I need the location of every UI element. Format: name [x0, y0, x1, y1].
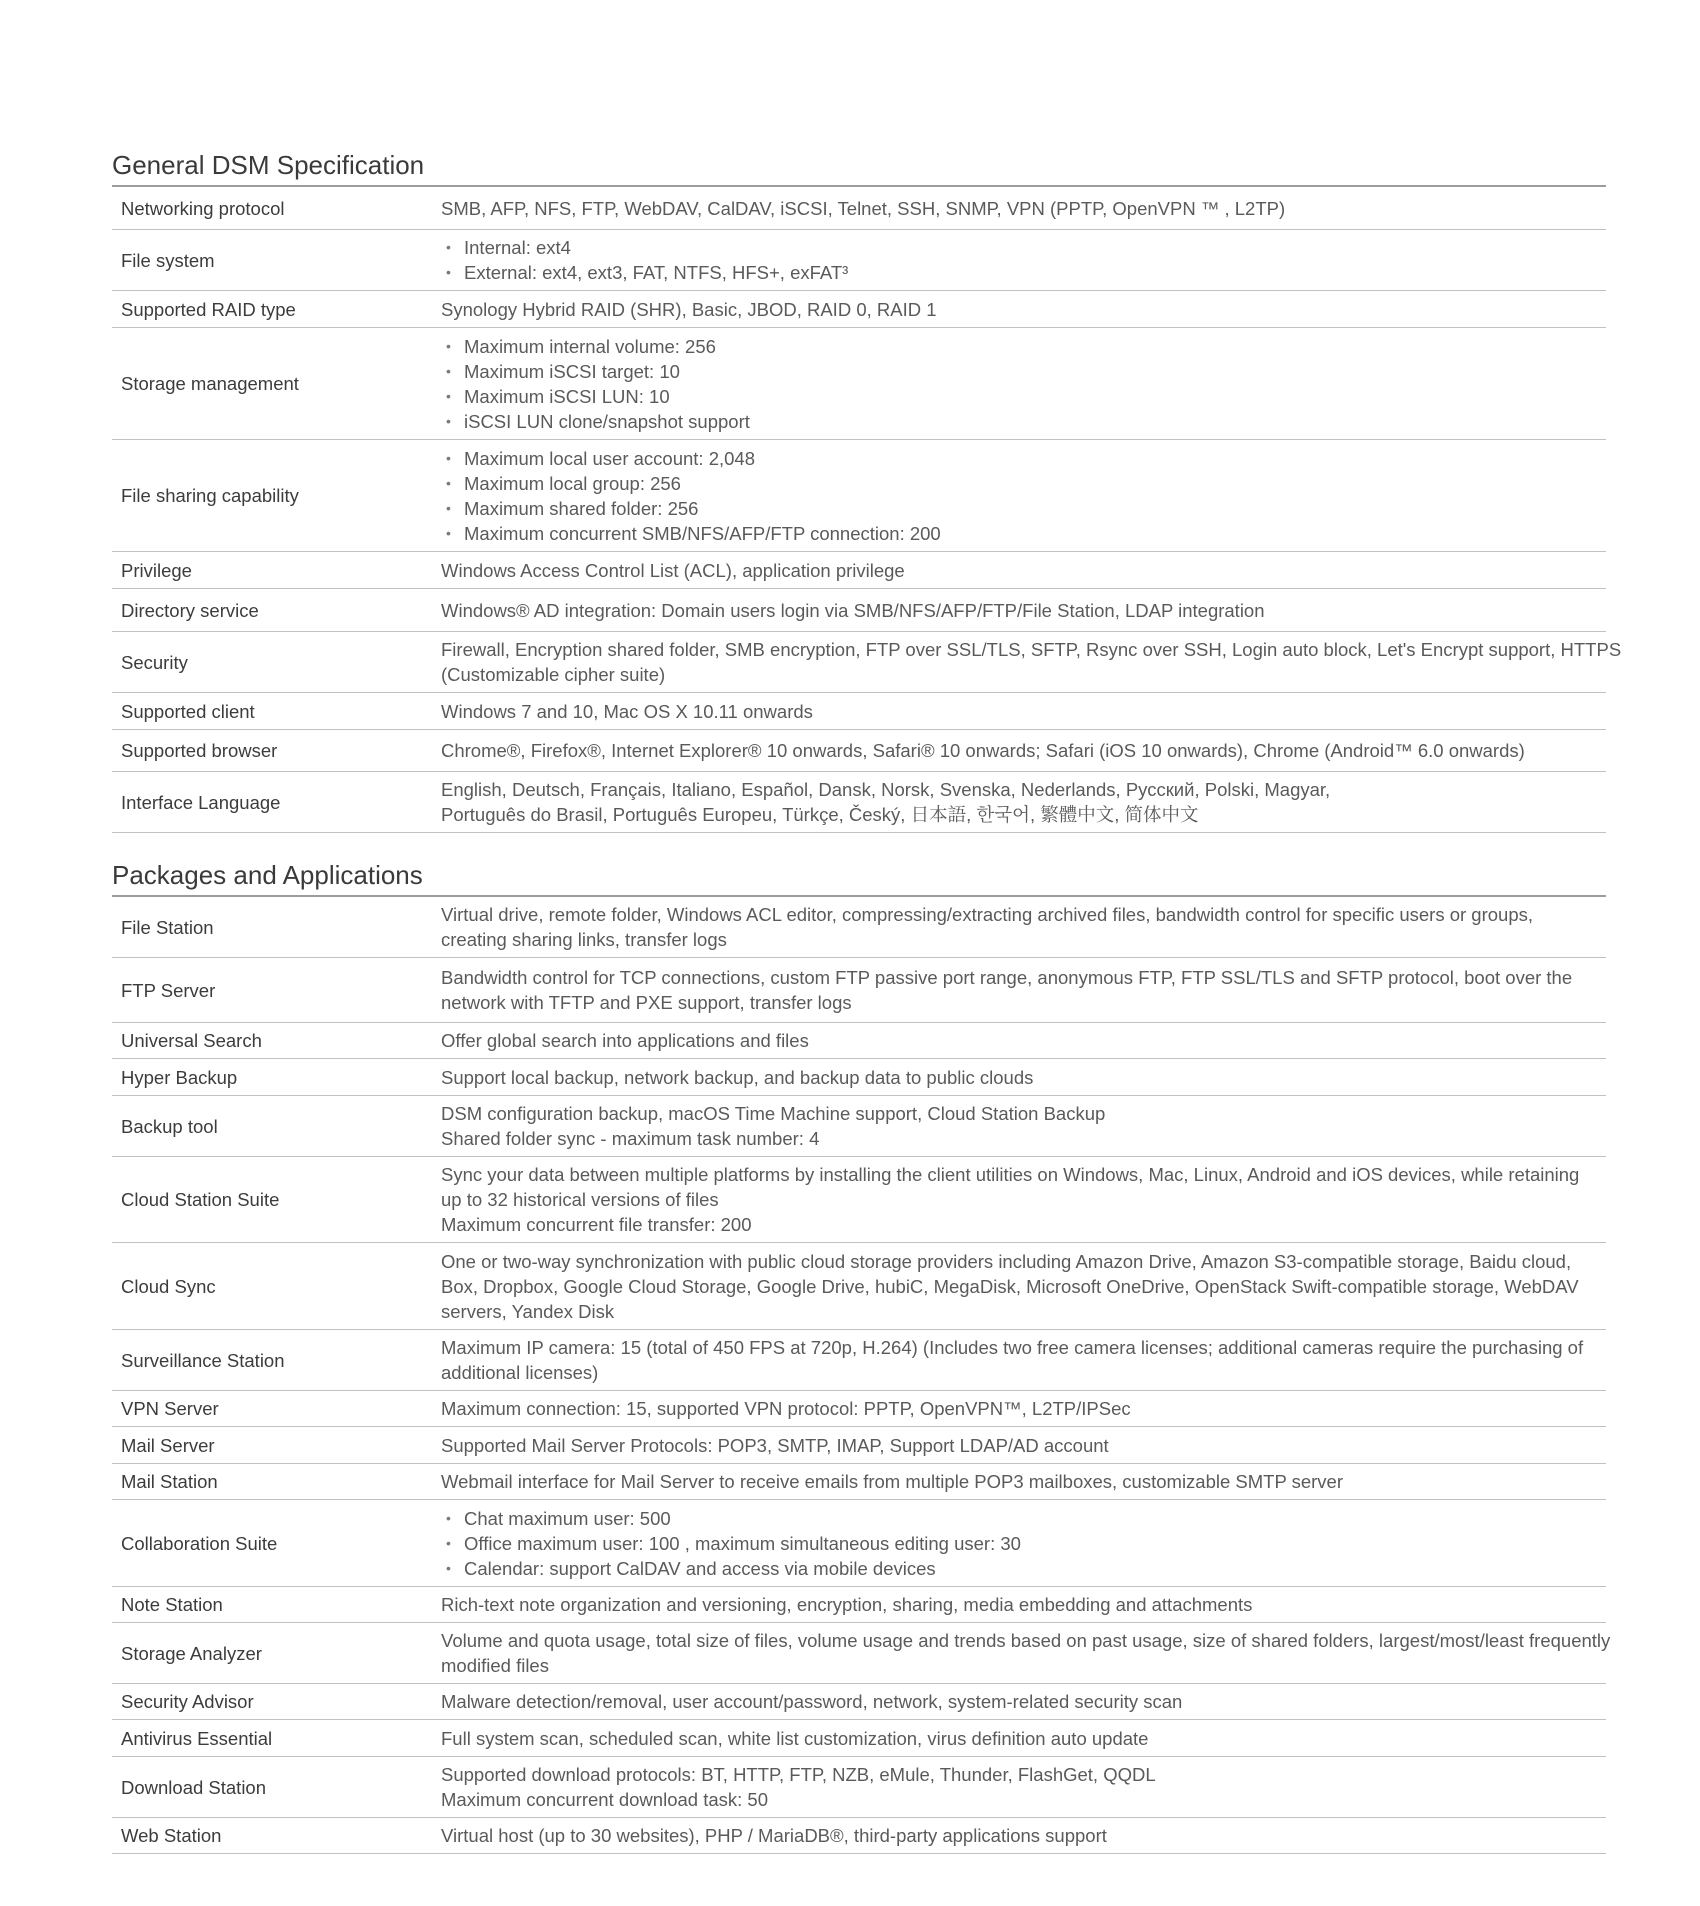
spec-row-privilege [112, 552, 1606, 589]
spec-row-storage-analyzer [112, 1623, 1611, 1684]
spec-row-collaboration-suite [112, 1500, 1606, 1587]
spec-value-line: Maximum IP camera: 15 (total of 450 FPS at 720p, H.264) (Includes two free camera licenses; additional cameras require the purchasing of [441, 1337, 1584, 1358]
spec-value [441, 738, 1606, 763]
spec-value [441, 1823, 1606, 1848]
spec-value [441, 1101, 1606, 1151]
spec-row-surveillance-station [112, 1330, 1606, 1391]
spec-label: Note Station [121, 1594, 223, 1615]
spec-row-web-station [112, 1818, 1606, 1854]
spec-label: Directory service [121, 599, 259, 621]
spec-value [441, 598, 1606, 623]
spec-value-line: Rich-text note organization and versioning, encryption, sharing, media embedding and attachments [441, 1594, 1253, 1615]
spec-label: Security Advisor [121, 1691, 254, 1712]
spec-value-line: Full system scan, scheduled scan, white list customization, virus definition auto update [441, 1727, 1149, 1749]
spec-value [441, 902, 1606, 952]
spec-value-line: Supported Mail Server Protocols: POP3, SMTP, IMAP, Support LDAP/AD account [441, 1434, 1109, 1456]
spec-value-line: Synology Hybrid RAID (SHR), Basic, JBOD, RAID 0, RAID 1 [441, 298, 937, 320]
spec-bullet-list [441, 334, 1606, 434]
spec-label: File sharing capability [121, 485, 299, 506]
spec-row-mail-station [112, 1464, 1606, 1500]
spec-row-universal-search [112, 1023, 1606, 1059]
spec-bullet: • Maximum iSCSI target: 10 [441, 359, 1606, 384]
spec-value-line: Support local backup, network backup, and backup data to public clouds [441, 1066, 1034, 1088]
spec-row-mail-server [112, 1427, 1606, 1464]
spec-row-file-station [112, 897, 1606, 958]
spec-value-line: Webmail interface for Mail Server to receive emails from multiple POP3 mailboxes, customizable SMTP server [441, 1471, 1344, 1492]
spec-row-vpn-server [112, 1391, 1606, 1427]
spec-row-security [112, 632, 1622, 693]
spec-label: Backup tool [121, 1115, 218, 1137]
spec-value-line: Maximum concurrent download task: 50 [441, 1789, 768, 1810]
spec-label: VPN Server [121, 1398, 219, 1419]
spec-row-file-sharing-capability [112, 440, 1606, 552]
spec-row-storage-management [112, 328, 1606, 440]
spec-value [441, 297, 1606, 322]
spec-value [441, 1335, 1606, 1385]
spec-row-download-station [112, 1757, 1606, 1818]
spec-value [441, 1162, 1606, 1237]
spec-value-line: Supported download protocols: BT, HTTP, FTP, NZB, eMule, Thunder, FlashGet, QQDL [441, 1764, 1156, 1785]
spec-row-file-system [112, 230, 1606, 291]
spec-row-note-station [112, 1587, 1606, 1623]
spec-value [441, 637, 1621, 687]
spec-value-line: Virtual drive, remote folder, Windows ACL editor, compressing/extracting archived files, bandwidth control for specific users or groups, [441, 904, 1534, 925]
spec-value-line: Sync your data between multiple platforms by installing the client utilities on Windows, Mac, Linux, Android and iOS devices, while retaining [441, 1164, 1580, 1185]
spec-label: Security [121, 651, 188, 673]
spec-value [441, 558, 1606, 583]
spec-row-directory-service [112, 589, 1606, 632]
spec-label: Surveillance Station [121, 1349, 285, 1371]
spec-value-line: modified files [441, 1655, 549, 1676]
spec-row-networking-protocol [112, 187, 1606, 230]
spec-value-line: Virtual host (up to 30 websites), PHP / MariaDB®, third-party applications support [441, 1825, 1107, 1846]
spec-value [441, 1628, 1610, 1678]
spec-value-line: network with TFTP and PXE support, transfer logs [441, 992, 852, 1013]
spec-value [441, 1592, 1606, 1617]
spec-value-line: (Customizable cipher suite) [441, 664, 666, 685]
spec-value [441, 1065, 1606, 1090]
spec-value [441, 1433, 1606, 1458]
spec-row-supported-client [112, 693, 1606, 730]
spec-value-line: One or two-way synchronization with public cloud storage providers including Amazon Drive, Amazon S3-compatible storage, Baidu cloud, [441, 1250, 1572, 1272]
spec-value-line: Maximum concurrent file transfer: 200 [441, 1214, 752, 1235]
spec-row-interface-language [112, 772, 1606, 833]
spec-bullet: • Calendar: support CalDAV and access via mobile devices [441, 1556, 1606, 1581]
spec-bullet-list [441, 1506, 1606, 1581]
spec-bullet-list [441, 235, 1606, 285]
spec-value [441, 334, 1606, 434]
spec-value [441, 446, 1606, 546]
spec-row-backup-tool [112, 1096, 1606, 1157]
spec-bullet: • Internal: ext4 [441, 235, 1606, 260]
spec-value-line: English, Deutsch, Français, Italiano, Español, Dansk, Norsk, Svenska, Nederlands, Русский, Polski, Magyar, [441, 779, 1331, 800]
spec-label: FTP Server [121, 979, 216, 1001]
spec-bullet: • Maximum internal volume: 256 [441, 334, 1606, 359]
spec-value-line: servers, Yandex Disk [441, 1300, 615, 1322]
spec-value [441, 1762, 1606, 1812]
spec-value-line: Português do Brasil, Português Europeu, Türkçe, Český, 日本語, 한국어, 繁體中文, 简体中文 [441, 804, 1199, 825]
spec-value [441, 1028, 1606, 1053]
spec-bullet: • Maximum concurrent SMB/NFS/AFP/FTP connection: 200 [441, 521, 1606, 546]
spec-label: Download Station [121, 1776, 267, 1798]
spec-value-line: Malware detection/removal, user account/password, network, system-related security scan [441, 1691, 1183, 1712]
spec-value [441, 965, 1606, 1015]
spec-row-hyper-backup [112, 1059, 1606, 1096]
spec-label: Universal Search [121, 1030, 262, 1051]
spec-label: Interface Language [121, 791, 281, 813]
spec-value-line: up to 32 historical versions of files [441, 1189, 719, 1210]
spec-value-line: additional licenses) [441, 1362, 599, 1383]
spec-label: Storage Analyzer [121, 1642, 262, 1664]
spec-label: Supported browser [121, 740, 278, 761]
spec-label: File system [121, 249, 215, 271]
section-title: Packages and Applications [112, 859, 1606, 897]
spec-label: Mail Server [121, 1434, 215, 1456]
spec-label: File Station [121, 916, 214, 938]
spec-value-line: Chrome®, Firefox®, Internet Explorer® 10 onwards, Safari® 10 onwards; Safari (iOS 10 onwards), Chrome (Android™ 6.0 onwards) [441, 740, 1525, 761]
spec-bullet: • iSCSI LUN clone/snapshot support [441, 409, 1606, 434]
spec-label: Cloud Sync [121, 1275, 216, 1297]
spec-row-supported-raid-type [112, 291, 1606, 328]
spec-bullet: • Maximum local group: 256 [441, 471, 1606, 496]
spec-value-line: Maximum connection: 15, supported VPN protocol: PPTP, OpenVPN™, L2TP/IPSec [441, 1398, 1131, 1419]
spec-label: Networking protocol [121, 197, 285, 219]
spec-value-line: creating sharing links, transfer logs [441, 929, 727, 950]
spec-value-line: Volume and quota usage, total size of files, volume usage and trends based on past usage, size of shared folders, largest/most/least frequently [441, 1630, 1611, 1651]
packages-section [112, 859, 1611, 1854]
spec-row-supported-browser [112, 730, 1606, 772]
spec-row-cloud-sync [112, 1243, 1606, 1330]
spec-value-line: Windows Access Control List (ACL), application privilege [441, 559, 905, 581]
spec-value [441, 1249, 1606, 1324]
spec-value-line: Windows 7 and 10, Mac OS X 10.11 onwards [441, 700, 813, 722]
spec-label: Antivirus Essential [121, 1727, 273, 1749]
spec-label: Supported client [121, 700, 255, 722]
spec-value [441, 1396, 1606, 1421]
spec-label: Supported RAID type [121, 298, 296, 320]
spec-value-line: Shared folder sync - maximum task number: 4 [441, 1128, 820, 1149]
spec-row-security-advisor [112, 1684, 1606, 1720]
spec-sheet [112, 149, 1622, 1854]
spec-label: Collaboration Suite [121, 1532, 278, 1554]
spec-value [441, 699, 1606, 724]
dsm-spec-section [112, 149, 1622, 833]
spec-value-line: DSM configuration backup, macOS Time Machine support, Cloud Station Backup [441, 1103, 1106, 1124]
spec-label: Storage management [121, 373, 299, 394]
spec-value-line: Windows® AD integration: Domain users login via SMB/NFS/AFP/FTP/File Station, LDAP integration [441, 599, 1265, 621]
spec-bullet: • External: ext4, ext3, FAT, NTFS, HFS+, exFAT³ [441, 260, 1606, 285]
spec-value [441, 196, 1606, 221]
spec-row-antivirus-essential [112, 1720, 1606, 1757]
spec-value-line: SMB, AFP, NFS, FTP, WebDAV, CalDAV, iSCSI, Telnet, SSH, SNMP, VPN (PPTP, OpenVPN ™ , L2TP) [441, 197, 1286, 219]
spec-label: Hyper Backup [121, 1066, 238, 1088]
spec-bullet-list [441, 446, 1606, 546]
spec-row-ftp-server [112, 958, 1606, 1023]
spec-bullet: • Chat maximum user: 500 [441, 1506, 1606, 1531]
spec-label: Privilege [121, 559, 192, 581]
spec-value [441, 1726, 1606, 1751]
spec-label: Web Station [121, 1825, 222, 1846]
spec-value [441, 777, 1606, 827]
spec-value [441, 1506, 1606, 1581]
spec-value-line: Bandwidth control for TCP connections, custom FTP passive port range, anonymous FTP, FTP SSL/TLS and SFTP protocol, boot over the [441, 967, 1573, 988]
spec-bullet: • Maximum local user account: 2,048 [441, 446, 1606, 471]
spec-bullet: • Office maximum user: 100 , maximum simultaneous editing user: 30 [441, 1531, 1606, 1556]
spec-row-cloud-station-suite [112, 1157, 1606, 1243]
spec-bullet: • Maximum iSCSI LUN: 10 [441, 384, 1606, 409]
spec-value [441, 1689, 1606, 1714]
spec-value [441, 1469, 1606, 1494]
spec-label: Cloud Station Suite [121, 1189, 280, 1210]
spec-bullet: • Maximum shared folder: 256 [441, 496, 1606, 521]
spec-value-line: Offer global search into applications and files [441, 1030, 809, 1051]
spec-value-line: Box, Dropbox, Google Cloud Storage, Google Drive, hubiC, MegaDisk, Microsoft OneDrive, OpenStack Swift-compatible storage, WebDAV [441, 1275, 1579, 1297]
spec-label: Mail Station [121, 1471, 218, 1492]
spec-value [441, 235, 1606, 285]
spec-value-line: Firewall, Encryption shared folder, SMB encryption, FTP over SSL/TLS, SFTP, Rsync over SSH, Login auto block, Let's Encrypt support, HTTPS [441, 639, 1622, 660]
section-title: General DSM Specification [112, 149, 1606, 187]
